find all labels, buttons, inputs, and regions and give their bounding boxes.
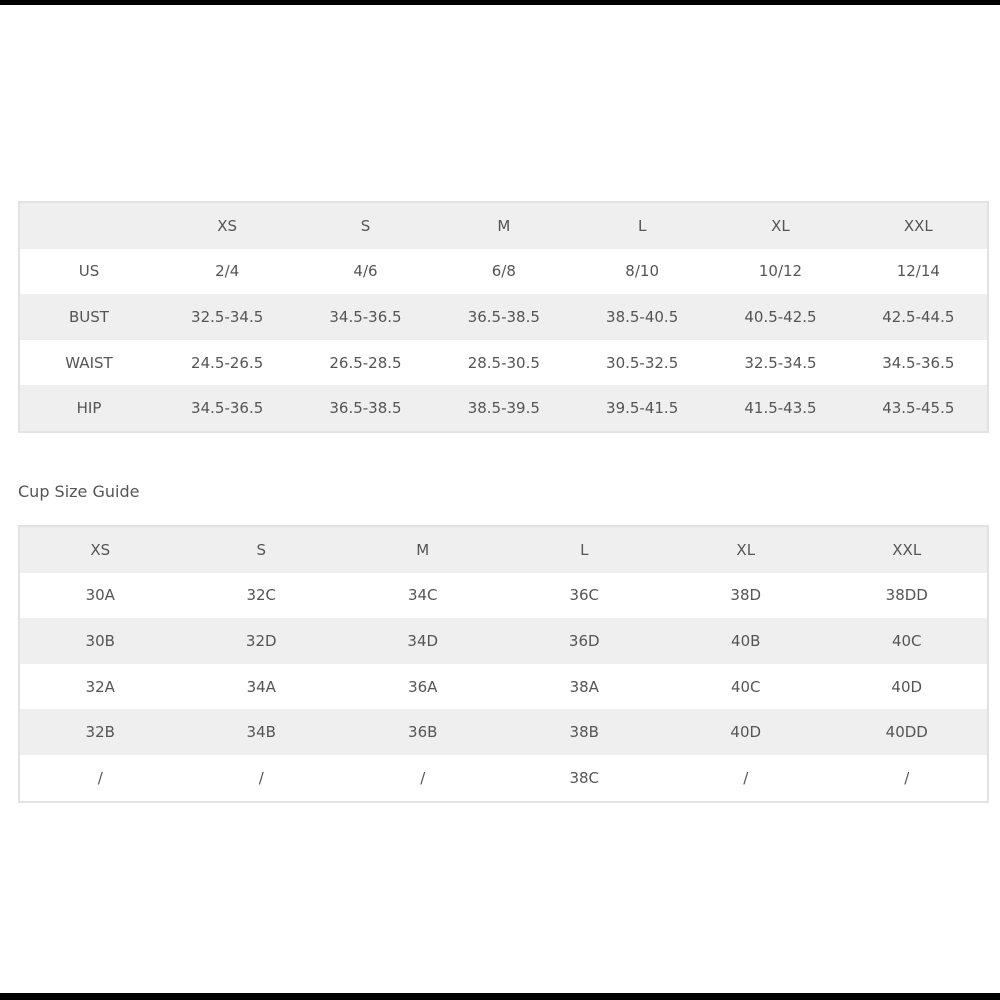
size-chart-cell: 28.5-30.5 bbox=[467, 353, 540, 372]
cup-guide-cell: 36D bbox=[568, 631, 600, 650]
size-chart-row-label: WAIST bbox=[65, 353, 113, 372]
cup-guide-cell: 40D bbox=[730, 723, 762, 742]
cup-guide-row bbox=[19, 618, 988, 664]
cup-guide-header-cell: M bbox=[416, 540, 430, 559]
cup-guide-cell: 40DD bbox=[885, 723, 928, 742]
cup-guide-cell: 34A bbox=[246, 677, 276, 696]
cup-guide-cell: 40C bbox=[891, 631, 922, 650]
size-chart-row bbox=[19, 249, 988, 295]
size-chart-cell: 2/4 bbox=[215, 262, 240, 281]
top-border bbox=[0, 0, 1000, 5]
cup-guide-cell: / bbox=[904, 768, 910, 787]
size-chart-cell: 32.5-34.5 bbox=[191, 307, 264, 326]
size-chart-cell: 36.5-38.5 bbox=[467, 307, 540, 326]
size-chart-cell: 40.5-42.5 bbox=[744, 307, 817, 326]
size-chart-cell: 39.5-41.5 bbox=[606, 399, 679, 418]
size-chart-row bbox=[19, 385, 988, 432]
size-chart-cell: 34.5-36.5 bbox=[329, 307, 402, 326]
size-chart-header-cell: XL bbox=[771, 216, 790, 235]
cup-guide-cell: / bbox=[743, 768, 749, 787]
size-chart-header-cell: S bbox=[360, 216, 371, 235]
cup-guide-cell: 38A bbox=[569, 677, 599, 696]
cup-guide-cell: 40B bbox=[731, 631, 761, 650]
cup-guide-header-cell: XL bbox=[736, 540, 756, 559]
size-chart-row-label: US bbox=[78, 262, 100, 281]
size-chart-cell: 32.5-34.5 bbox=[744, 353, 817, 372]
cup-guide-cell: 32D bbox=[245, 631, 277, 650]
size-chart-cell: 41.5-43.5 bbox=[744, 399, 817, 418]
cup-guide-cell: / bbox=[97, 768, 103, 787]
cup-size-guide-table bbox=[18, 525, 989, 803]
size-chart-cell: 38.5-40.5 bbox=[606, 307, 679, 326]
cup-guide-cell: / bbox=[258, 768, 264, 787]
cup-guide-header-cell: XS bbox=[90, 540, 111, 559]
size-chart-row bbox=[19, 340, 988, 386]
cup-guide-row bbox=[19, 755, 988, 802]
size-chart-cell: 36.5-38.5 bbox=[329, 399, 402, 418]
size-chart-header-row bbox=[19, 202, 988, 249]
cup-guide-cell: 34B bbox=[246, 723, 276, 742]
size-chart-cell: 6/8 bbox=[491, 262, 516, 281]
size-chart-cell: 34.5-36.5 bbox=[882, 353, 955, 372]
cup-guide-cell: / bbox=[420, 768, 426, 787]
size-chart-row-label: HIP bbox=[76, 399, 102, 418]
cup-guide-cell: 36A bbox=[408, 677, 438, 696]
cup-guide-cell: 32B bbox=[85, 723, 115, 742]
cup-guide-cell: 34D bbox=[407, 631, 439, 650]
size-chart-cell: 34.5-36.5 bbox=[191, 399, 264, 418]
size-chart-cell: 26.5-28.5 bbox=[329, 353, 402, 372]
cup-guide-cell: 36B bbox=[408, 723, 438, 742]
cup-guide-cell: 30B bbox=[85, 631, 115, 650]
cup-guide-cell: 38D bbox=[730, 586, 762, 605]
cup-guide-cell: 34C bbox=[407, 586, 438, 605]
cup-guide-cell: 36C bbox=[569, 586, 600, 605]
size-chart-cell: 43.5-45.5 bbox=[882, 399, 955, 418]
size-chart-row-label: BUST bbox=[69, 307, 109, 326]
size-chart-cell: 30.5-32.5 bbox=[606, 353, 679, 372]
cup-guide-cell: 38B bbox=[569, 723, 599, 742]
size-chart-header-cell: M bbox=[497, 216, 511, 235]
cup-guide-row bbox=[19, 664, 988, 710]
size-chart-cell: 10/12 bbox=[758, 262, 803, 281]
cup-guide-cell: 38C bbox=[569, 768, 600, 787]
size-chart-cell: 38.5-39.5 bbox=[467, 399, 540, 418]
size-chart-header-cell: XXL bbox=[903, 216, 933, 235]
cup-guide-cell: 40D bbox=[891, 677, 923, 696]
size-chart-cell: 8/10 bbox=[625, 262, 659, 281]
cup-guide-header-cell: S bbox=[256, 540, 267, 559]
size-chart-table bbox=[18, 201, 989, 433]
size-chart-header-cell: L bbox=[637, 216, 647, 235]
cup-guide-header-cell: XXL bbox=[892, 540, 922, 559]
size-chart-header-cell bbox=[19, 202, 158, 249]
cup-guide-cell: 30A bbox=[85, 586, 115, 605]
size-chart-row bbox=[19, 294, 988, 340]
cup-guide-cell: 32A bbox=[85, 677, 115, 696]
bottom-border bbox=[0, 993, 1000, 1000]
size-chart-cell: 4/6 bbox=[353, 262, 378, 281]
size-chart-cell: 24.5-26.5 bbox=[191, 353, 264, 372]
cup-guide-header-cell: L bbox=[580, 540, 589, 559]
cup-guide-row bbox=[19, 573, 988, 619]
cup-guide-cell: 32C bbox=[246, 586, 277, 605]
size-chart-header-cell: XS bbox=[217, 216, 238, 235]
cup-guide-cell: 38DD bbox=[885, 586, 928, 605]
cup-guide-row bbox=[19, 709, 988, 755]
size-chart-cell: 42.5-44.5 bbox=[882, 307, 955, 326]
size-chart-cell: 12/14 bbox=[896, 262, 940, 281]
cup-guide-header-row bbox=[19, 526, 988, 573]
cup-guide-cell: 40C bbox=[730, 677, 761, 696]
cup-size-guide-title: Cup Size Guide bbox=[18, 482, 140, 501]
